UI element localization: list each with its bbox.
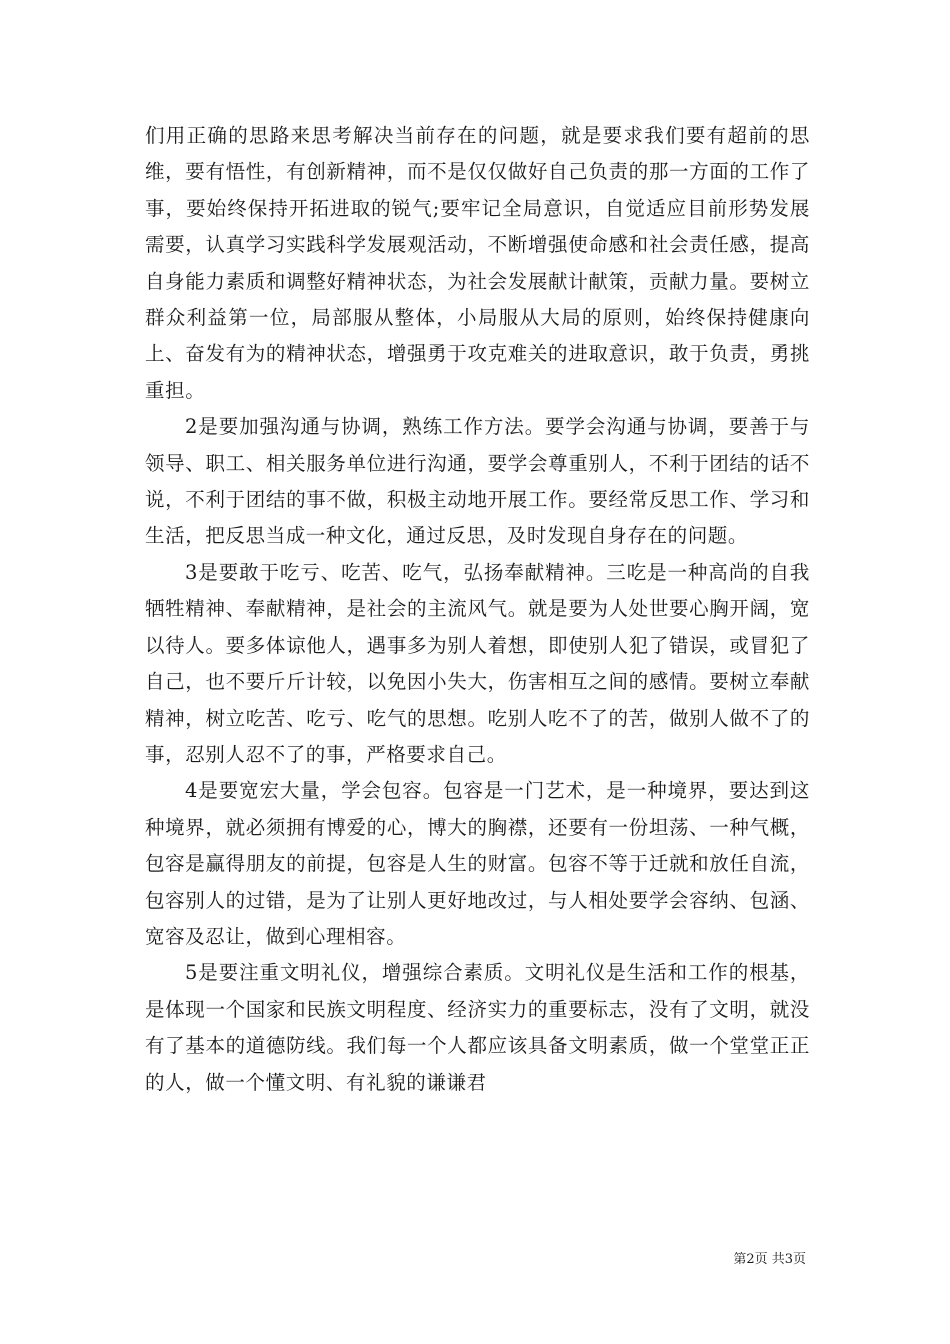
paragraph-point-2: 2是要加强沟通与协调，熟练工作方法。要学会沟通与协调，要善于与领导、职工、相关服务单位进行沟通，要学会尊重别人，不利于团结的话不说，不利于团结的事不做，积极主动地开展工作。要经常反思工作、学习和生活，把反思当成一种文化，通过反思，及时发现自身存在的问题。: [145, 415, 810, 548]
paragraph-point-4: 4是要宽宏大量，学会包容。包容是一门艺术，是一种境界，要达到这种境界，就必须拥有博爱的心，博大的胸襟，还要有一份坦荡、一种气概，包容是赢得朋友的前提，包容是人生的财富。包容不等于迁就和放任自流，包容别人的过错，是为了让别人更好地改过，与人相处要学会容纳、包涵、宽容及忍让，做到心理相容。: [145, 779, 810, 948]
page-number-footer: 第2页 共3页: [733, 1252, 806, 1267]
paragraph-continuation: 们用正确的思路来思考解决当前存在的问题，就是要求我们要有超前的思维，要有悟性，有创新精神，而不是仅仅做好自己负责的那一方面的工作了事，要始终保持开拓进取的锐气;要牢记全局意识，自觉适应目前形势发展需要，认真学习实践科学发展观活动，不断增强使命感和社会责任感，提高自身能力素质和调整好精神状态，为社会发展献计献策，贡献力量。要树立群众利益第一位，局部服从整体，小局服从大局的原则，始终保持健康向上、奋发有为的精神状态，增强勇于攻克难关的进取意识，敢于负责，勇挑重担。: [145, 124, 810, 402]
document-body: [145, 118, 810, 1101]
paragraph-point-5: 5是要注重文明礼仪，增强综合素质。文明礼仪是生活和工作的根基，是体现一个国家和民族文明程度、经济实力的重要标志，没有了文明，就没有了基本的道德防线。我们每一个人都应该具备文明素质，做一个堂堂正正的人，做一个懂文明、有礼貌的谦谦君: [145, 961, 810, 1094]
paragraph-point-3: 3是要敢于吃亏、吃苦、吃气，弘扬奉献精神。三吃是一种高尚的自我牺牲精神、奉献精神，是社会的主流风气。就是要为人处世要心胸开阔，宽以待人。要多体谅他人，遇事多为别人着想，即使别人犯了错误，或冒犯了自己，也不要斤斤计较，以免因小失大，伤害相互之间的感情。要树立奉献精神，树立吃苦、吃亏、吃气的思想。吃别人吃不了的苦，做别人做不了的事，忍别人忍不了的事，严格要求自己。: [145, 560, 810, 766]
